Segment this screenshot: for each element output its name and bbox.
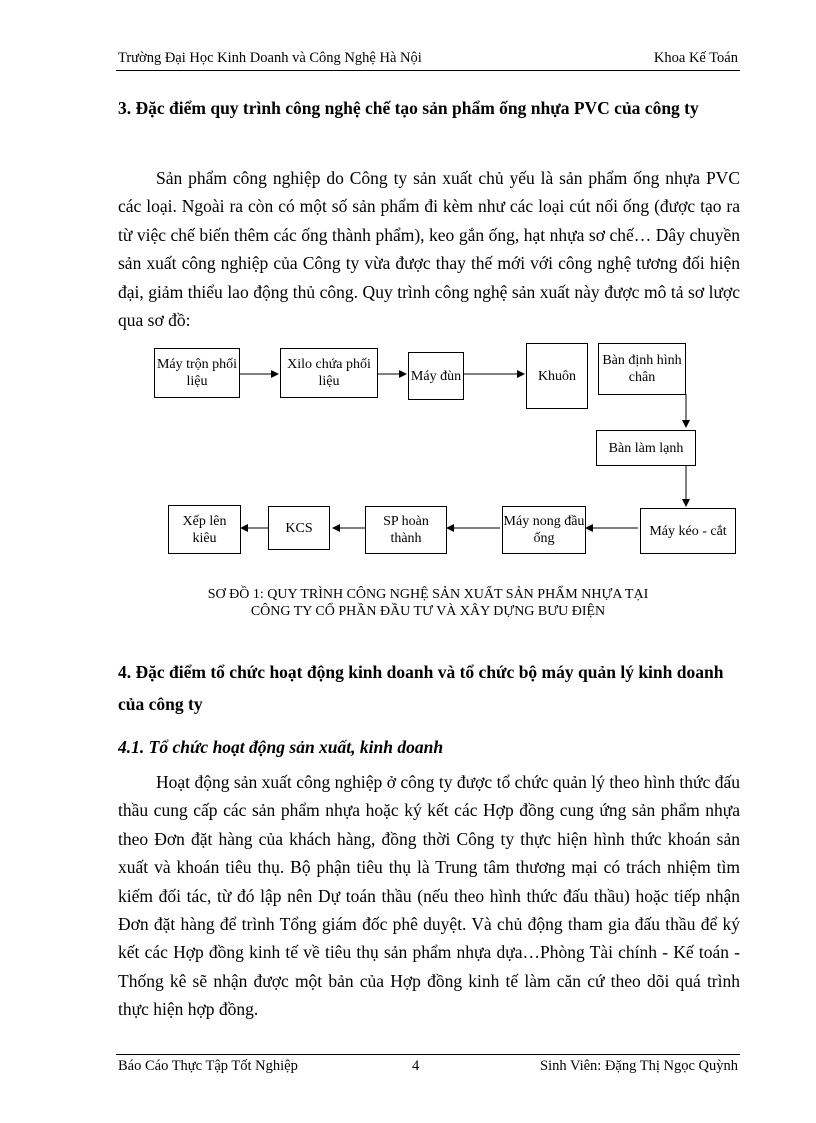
node-kcs: KCS [268,506,330,550]
diagram-caption-line2: CÔNG TY CỔ PHẦN ĐẦU TƯ VÀ XÂY DỰNG BƯU ĐIỆN [250,604,606,619]
section3-paragraph: Sản phẩm công nghiệp do Công ty sản xuất chủ yếu là sản phẩm ống nhựa PVC các loại. Ngoài ra còn có một số sản phẩm đi kèm như các loại cút nối ống (được tạo ra từ việc chế biến thêm các ống thành phẩm), keo gắn ống, hạt nhựa sơ chế… Dây chuyền sản xuất công nghiệp của Công ty vừa được thay thế mới với công nghệ tương đối hiện đại, giảm thiểu lao động thủ công. Quy trình công nghệ sản xuất này được mô tả sơ lược qua sơ đồ: [118,168,740,331]
node-xep-len-kieu: Xếp lên kiêu [168,505,241,554]
diagram-caption-line1: SƠ ĐỒ 1: QUY TRÌNH CÔNG NGHỆ SẢN XUẤT SẢN PHẨM NHỰA TẠI [207,587,649,602]
node-ban-lam-lanh: Bàn làm lạnh [596,430,696,466]
section4-body [118,768,740,1024]
node-may-keo-cat: Máy kéo - cắt [640,508,736,554]
section4-paragraph: Hoạt động sản xuất công nghiệp ở công ty được tổ chức quản lý theo hình thức đấu thầu cung cấp các sản phẩm nhựa hoặc ký kết các Hợp đồng cung ứng sản phẩm nhựa theo Đơn đặt hàng của khách hàng, đồng thời Công ty thực hiện hình thức khoán sản xuất và khoán tiêu thụ. Bộ phận tiêu thụ là Trung tâm thương mại có trách nhiệm tìm kiếm đối tác, từ đó lập nên Dự toán thầu (nếu theo hình thức đấu thầu) hoặc tiếp nhận Đơn đặt hàng để trình Tổng giám đốc phê duyệt. Và chủ động tham gia đấu thầu để ký kết các Hợp đồng kinh tế về tiêu thụ sản phẩm nhựa dựa…Phòng Tài chính - Kế toán - Thống kê sẽ nhận được một bản của Hợp đồng kinh tế làm căn cứ theo dõi quá trình thực hiện hợp đồng. [118,772,740,1020]
footer-rule [116,1054,740,1055]
node-may-nong: Máy nong đầu ống [502,506,586,554]
header-faculty: Khoa Kế Toán [653,50,738,66]
node-sp-hoan-thanh: SP hoàn thành [365,506,447,554]
section3-heading: 3. Đặc điểm quy trình công nghệ chế tạo sản phẩm ống nhựa PVC của công ty [118,98,699,118]
footer-report-title: Báo Cáo Thực Tập Tốt Nghiệp [118,1058,298,1074]
node-may-tron: Máy trộn phối liệu [154,348,240,398]
page-number: 4 [412,1058,420,1074]
footer-student: Sinh Viên: Đặng Thị Ngọc Quỳnh [540,1058,738,1074]
header-school: Trường Đại Học Kinh Doanh và Công Nghệ Hà Nội [118,50,422,66]
node-ban-dinh-hinh: Bàn định hình chân [598,343,686,395]
section4-subheading: 4.1. Tổ chức hoạt động sản xuất, kinh doanh [118,737,444,757]
section4-heading: 4. Đặc điểm tổ chức hoạt động kinh doanh và tổ chức bộ máy quản lý kinh doanh của công ty [118,662,724,714]
node-xilo: Xilo chứa phối liệu [280,348,378,398]
node-khuon: Khuôn [526,343,588,409]
node-may-dun: Máy đùn [408,352,464,400]
